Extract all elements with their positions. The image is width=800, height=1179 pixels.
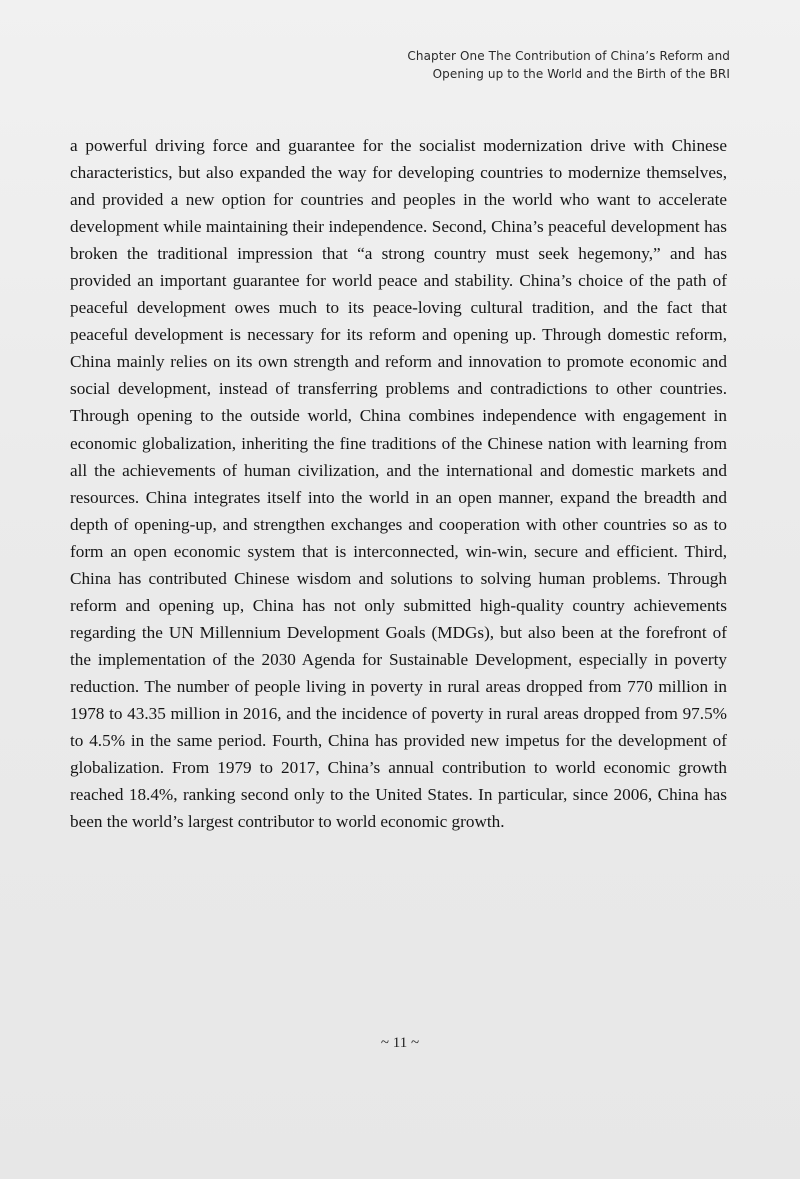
body-paragraph: a powerful driving force and guarantee for the socialist modernization drive with Chinese characteristics, but also expanded the way for developing countries to modernize themselves, and provided a new option for countries and peoples in the world who want to accelerate development while maintaining their independence. Second, China’s peaceful development has broken the traditional impression that “a strong country must seek hegemony,” and has provided an important guarantee for world peace and stability. China’s choice of the path of peaceful development owes much to its peace-loving cultural tradition, and the fact that peaceful development is necessary for its reform and opening up. Through domestic reform, China mainly relies on its own strength and reform and innovation to promote economic and social development, instead of transferring problems and contradictions to other countries. Through opening to the outside world, China combines independence with engagement in economic globalization, inheriting the fine traditions of the Chinese nation with learning from all the achievements of human civilization, and the international and domestic markets and resources. China integrates itself into the world in an open manner, expand the breadth and depth of opening-up, and strengthen exchanges and cooperation with other countries so as to form an open economic system that is interconnected, win-win, secure and efficient. Third, China has contributed Chinese wisdom and solutions to solving human problems. Through reform and opening up, China has not only submitted high-quality country achievements regarding the UN Millennium Development Goals (MDGs), but also been at the forefront of the implementation of the 2030 Agenda for Sustainable Development, especially in poverty reduction. The number of people living in poverty in rural areas dropped from 770 million in 1978 to 43.35 million in 2016, and the incidence of poverty in rural areas dropped from 97.5% to 4.5% in the same period. Fourth, China has provided new impetus for the development of globalization. From 1979 to 2017, China’s annual contribution to world economic growth reached 18.4%, ranking second only to the United States. In particular, since 2006, China has been the world’s largest contributor to world economic growth. xyxy=(70,136,727,832)
page-number: ~ 11 ~ xyxy=(380,1035,420,1051)
running-header-line-2: Opening up to the World and the Birth of the BRI xyxy=(432,67,730,81)
running-header-line-1: Chapter One The Contribution of China’s Reform and xyxy=(407,49,730,63)
running-header xyxy=(210,47,730,83)
